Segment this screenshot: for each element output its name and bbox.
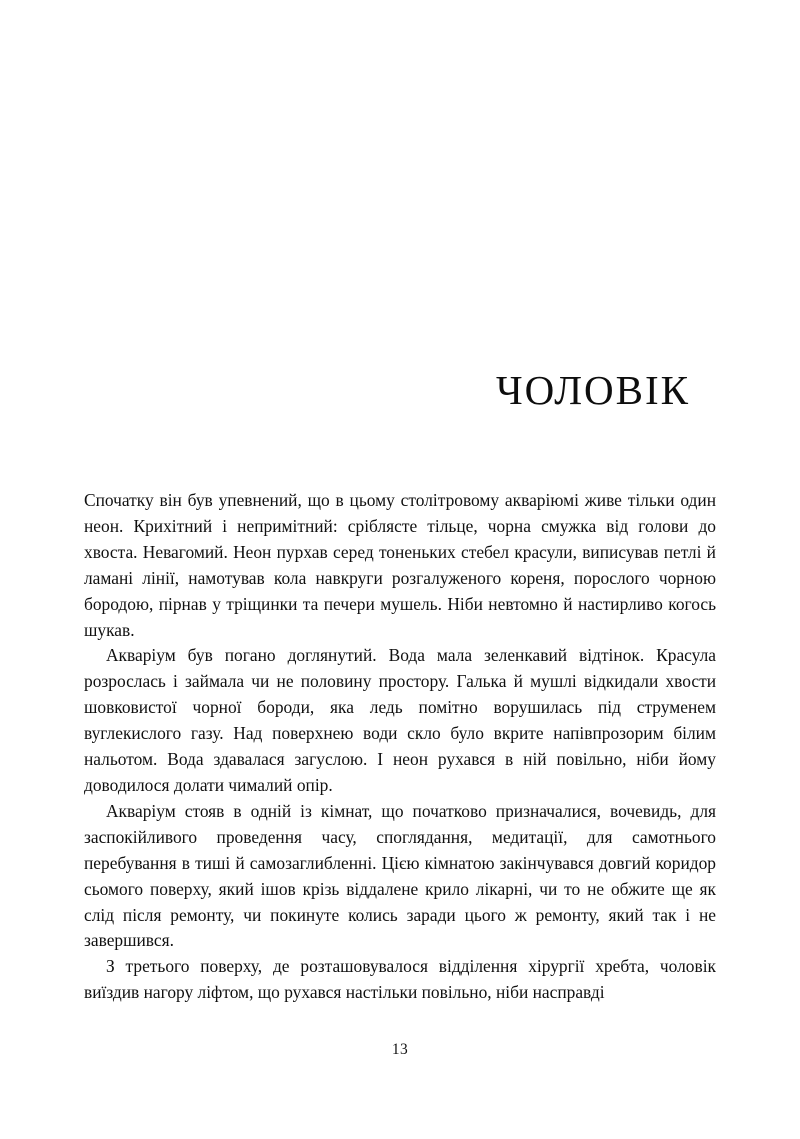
chapter-title: ЧОЛОВІК bbox=[496, 367, 690, 414]
body-text-block bbox=[84, 488, 716, 1006]
body-paragraph: Спочатку він був упевнений, що в цьому столітровому акваріюмі живе тільки один неон. Крихітний і непримітний: сріблясте тільце, чорна смужка від голови до хвоста. Невагомий. Неон пурхав серед тоненьких стебел красули, виписував петлі й ламані лінії, намотував кола навкруги розгалуженого кореня, пороcлого чорною бородою, пірнав у тріщинки та печери мушель. Ніби невтомно й настирливо когось шукав. bbox=[84, 490, 716, 640]
body-paragraph: Акваріум був погано доглянутий. Вода мала зеленкавий відтінок. Красула розрослась і займала чи не половину простору. Галька й мушлі відкидали хвости шовковистої чорної бороди, яка ледь помітно ворушилась під струменем вуглекислого газу. Над поверхнею води скло було вкрите напівпрозорим білим нальотом. Вода здавалася загуслою. І неон рухався в ній повільно, ніби йому доводилося долати чималий опір. bbox=[84, 645, 716, 795]
body-paragraph: Акваріум стояв в одній із кімнат, що початково призначалися, вочевидь, для заспокійливого проведення часу, споглядання, медитації, для самотнього перебування в тиші й самозаглибленні. Цією кімнатою закінчувався довгий коридор сьомого поверху, який ішов крізь віддалене крило лікарні, чи то не обжите ще як слід після ремонту, чи покинуте колись заради цього ж ремонту, який так і не завершився. bbox=[84, 800, 716, 951]
body-paragraph: З третього поверху, де розташовувалося відділення хірургії хребта, чоловік виїздив нагору ліфтом, що рухався настільки повільно, ніби насправді bbox=[84, 956, 716, 1003]
page-number: 13 bbox=[391, 1041, 409, 1058]
